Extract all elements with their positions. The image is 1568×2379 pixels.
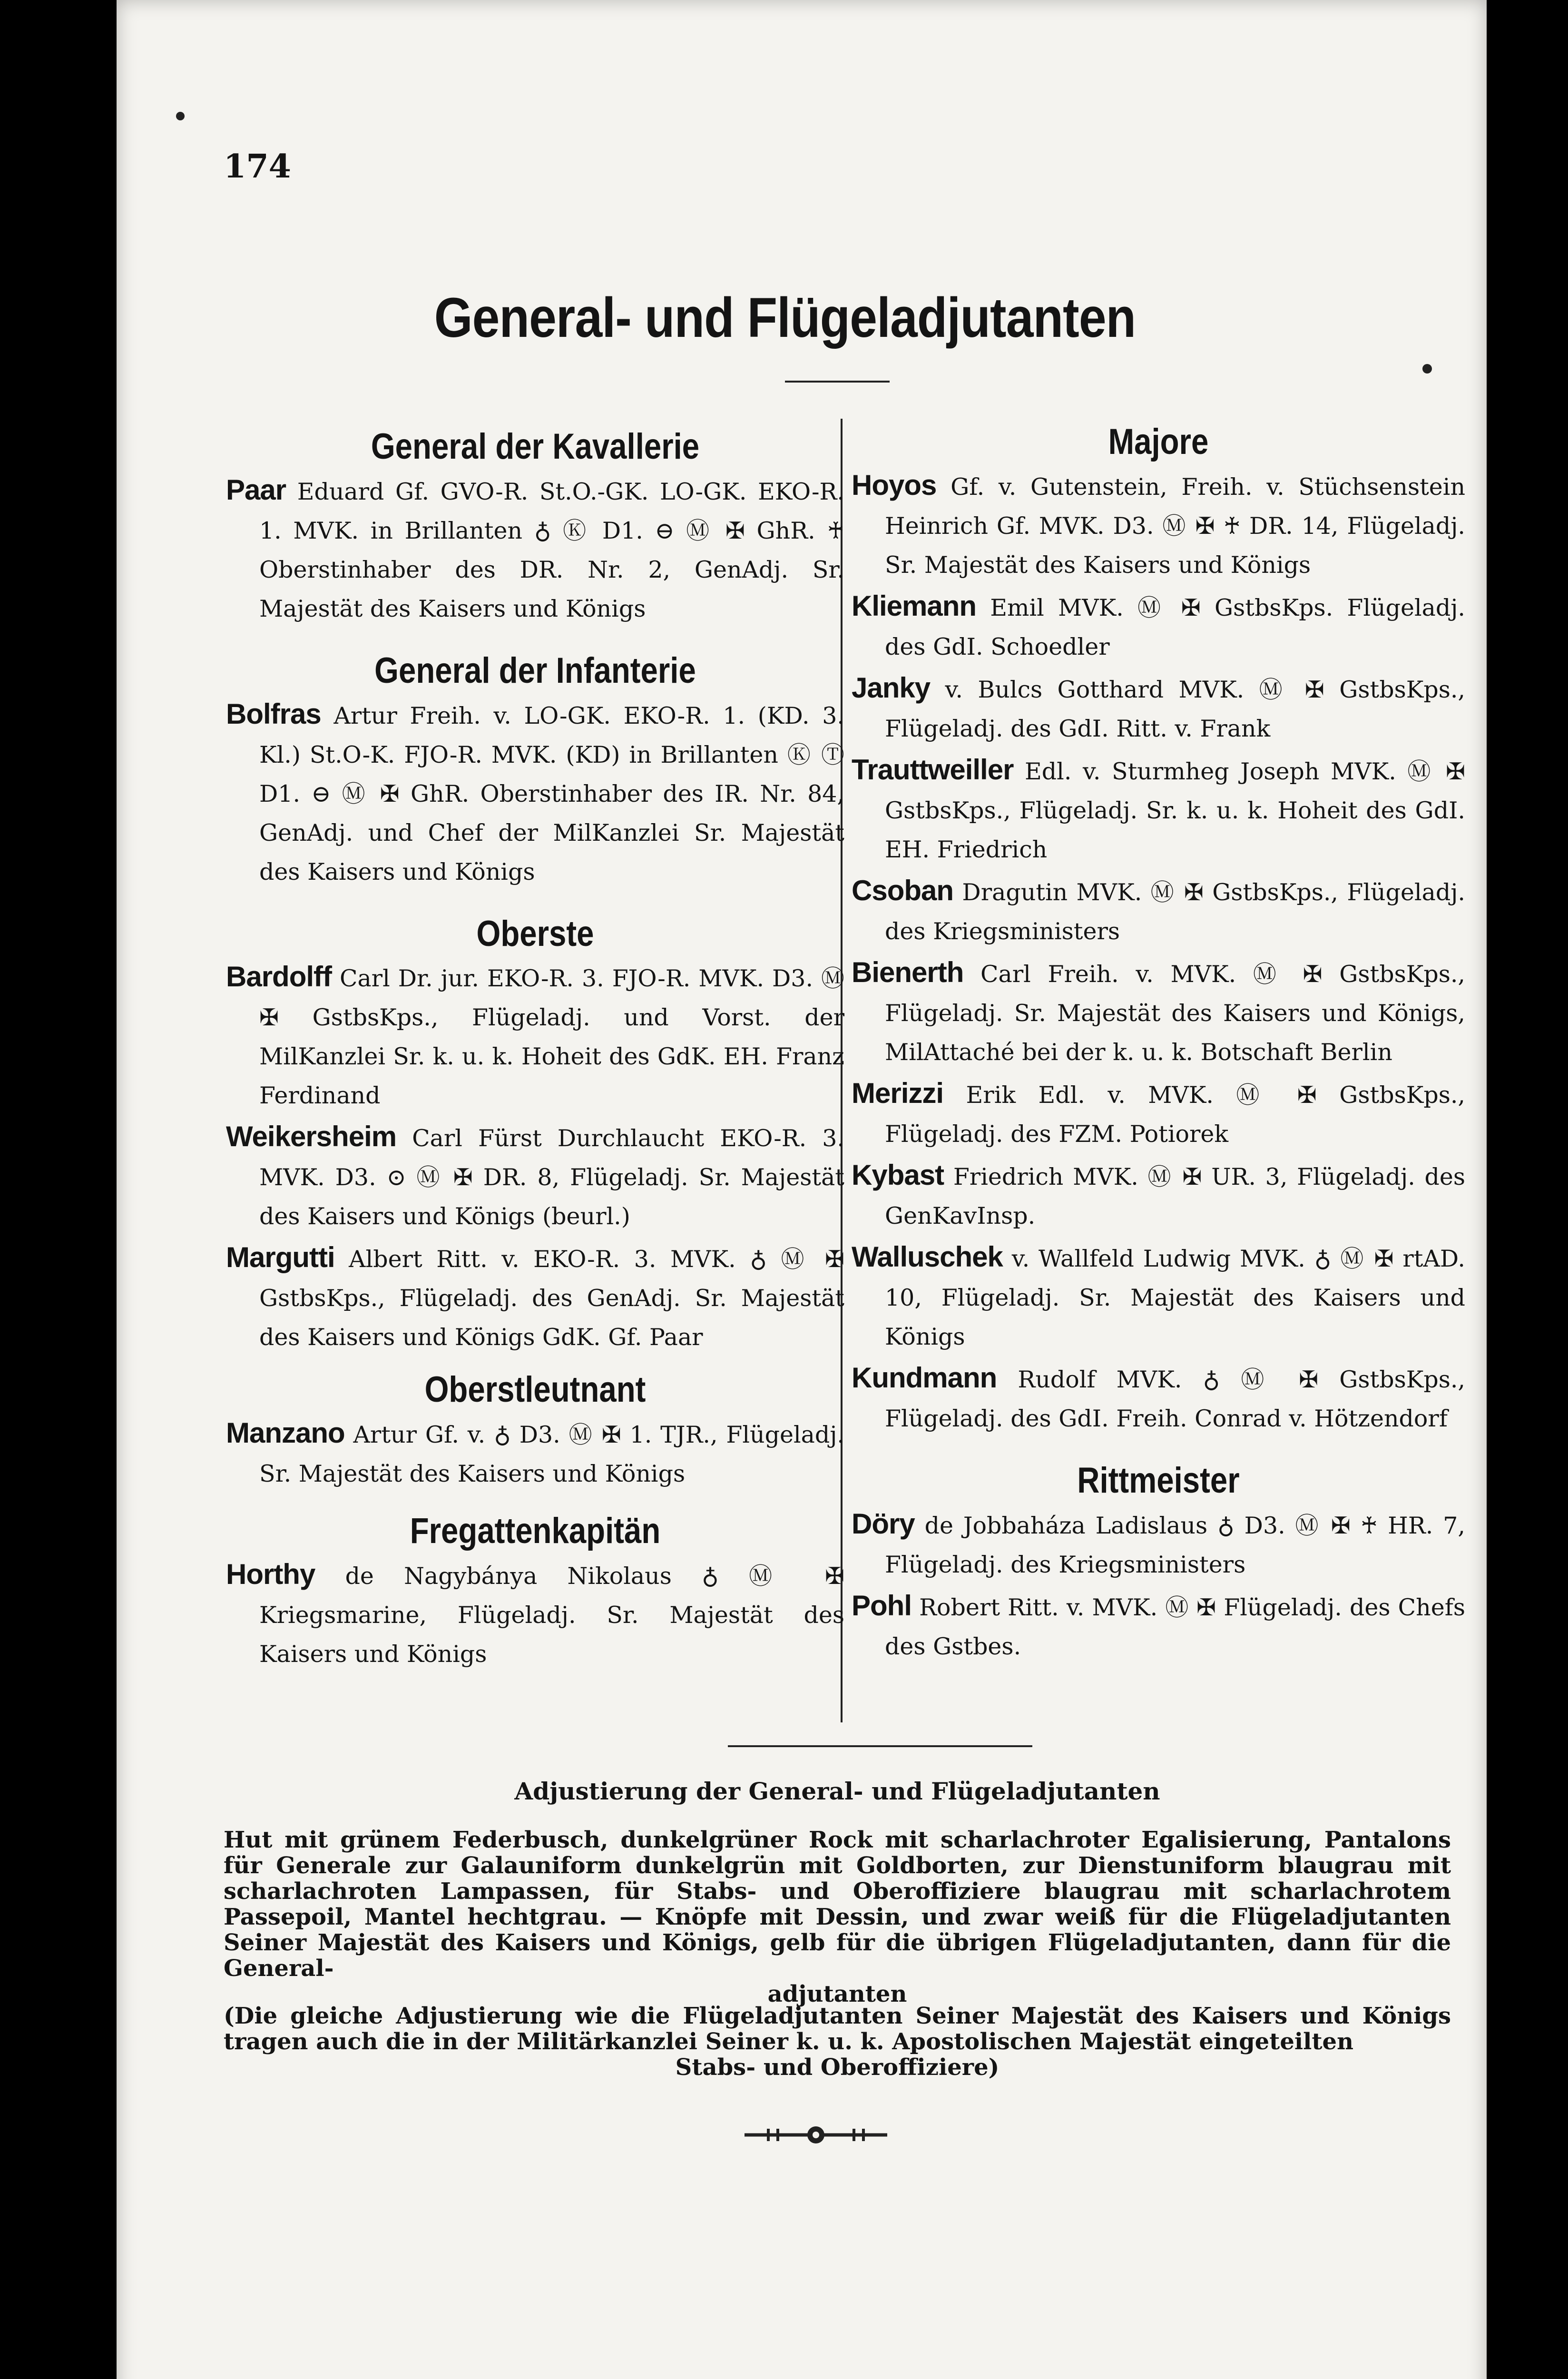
entry-name: Trauttweiller	[852, 753, 1014, 786]
entry-name: Csoban	[852, 874, 954, 906]
entry	[852, 871, 1465, 951]
adjustierung-title: Adjustierung der General- und Flügeladjutanten	[514, 1777, 1160, 1805]
entry	[852, 1156, 1465, 1236]
entry-name: Paar	[226, 473, 286, 506]
entry	[852, 1504, 1465, 1584]
entry-name: Kundmann	[852, 1361, 997, 1394]
entry	[226, 1238, 844, 1357]
entry-name: Kliemann	[852, 590, 977, 622]
entry-name: Margutti	[226, 1241, 335, 1274]
entry-name: Walluschek	[852, 1240, 1003, 1273]
entry-text: Eduard Gf. GVO-R. St.O.-GK. LO-GK. EKO-R. 1. MVK. in Brillanten ♁ Ⓚ D1. ⊖ Ⓜ ✠ GhR. ♰ Oberstinhaber des DR. Nr. 2, GenAdj. Sr. Majestät des Kaisers und Königs	[259, 478, 845, 622]
end-ornament	[740, 2118, 892, 2152]
adjustierung-body-last: adjutanten	[767, 1981, 907, 2007]
section-heading: Majore	[1108, 422, 1209, 462]
entry-text: Friedrich MVK. Ⓜ ✠ UR. 3, Flügeladj. des GenKavInsp.	[885, 1163, 1465, 1229]
entry-text: de Nagybánya Nikolaus ♁ Ⓜ ✠ Kriegsmarine, Flügeladj. Sr. Majestät des Kaisers und Königs	[259, 1562, 844, 1668]
entry-text: Artur Freih. v. LO-GK. EKO-R. 1. (KD. 3. Kl.) St.O-K. FJO-R. MVK. (KD) in Brillanten Ⓚ Ⓣ D1. ⊖ Ⓜ ✠ GhR. Oberstinhaber des IR. Nr. 84, GenAdj. und Chef der MilKanzlei Sr. Majestät des Kaisers und Königs	[259, 702, 844, 885]
entry	[226, 1117, 844, 1236]
adjustierung-note-text: (Die gleiche Adjustierung wie die Flügeladjutanten Seiner Majestät des Kaisers und Königs tragen auch die in der Militärkanzlei Seiner k. u. k. Apostolischen Majestät eingeteilten	[224, 2003, 1451, 2055]
entry-name: Weikersheim	[226, 1121, 397, 1153]
entry	[852, 1358, 1465, 1438]
adjustierung-note	[224, 2003, 1451, 2080]
entry	[226, 1555, 844, 1674]
entry-name: Manzano	[226, 1417, 345, 1449]
entry-name: Bienerth	[852, 956, 964, 988]
entry-name: Hoyos	[852, 469, 937, 501]
entry	[852, 1074, 1465, 1154]
entry	[852, 466, 1465, 585]
entry-text: Carl Freih. v. MVK. Ⓜ ✠ GstbsKps., Flügeladj. Sr. Majestät des Kaisers und Königs, MilAttaché bei der k. u. k. Botschaft Berlin	[885, 960, 1466, 1066]
entry-text: Edl. v. Sturmheg Joseph MVK. Ⓜ ✠ GstbsKps., Flügeladj. Sr. k. u. k. Hoheit des GdI. EH. Friedrich	[885, 757, 1466, 863]
page-number: 174	[224, 147, 291, 186]
entry-name: Kybast	[852, 1159, 944, 1191]
entry-text: Emil MVK. Ⓜ ✠ GstbsKps. Flügeladj. des GdI. Schoedler	[885, 594, 1465, 660]
left-column	[226, 419, 844, 1676]
entry-text: Carl Dr. jur. EKO-R. 3. FJO-R. MVK. D3. Ⓜ ✠ GstbsKps., Flügeladj. und Vorst. der MilKanzlei Sr. k. u. k. Hoheit des GdK. EH. Franz Ferdinand	[259, 965, 845, 1110]
entry-name: Bolfras	[226, 698, 321, 730]
scan-speck	[176, 112, 185, 120]
entry-name: Horthy	[226, 1558, 315, 1590]
entry	[852, 1238, 1465, 1357]
entry-text: v. Wallfeld Ludwig MVK. ♁ Ⓜ ✠ rtAD. 10, Flügeladj. Sr. Majestät des Kaisers und Königs	[885, 1245, 1465, 1350]
entry	[226, 957, 844, 1115]
entry-text: de Jobbaháza Ladislaus ♁ D3. Ⓜ ✠ ♰ HR. 7, Flügeladj. des Kriegsministers	[885, 1512, 1465, 1578]
entry	[852, 587, 1465, 667]
adjustierung-body-text: Hut mit grünem Federbusch, dunkelgrüner Rock mit scharlachroter Egalisierung, Pantalons für Generale zur Galauniform dunkelgrün mit Goldborten, zur Dienstuniform blaugrau mit scharlachroten Lampassen, für Stabs- und Oberoffiziere blaugrau mit scharlachrotem Passepoil, Mantel hechtgrau. — Knöpfe mit Dessin, und zwar weiß für die Flügeladjutanten Seiner Majestät des Kaisers und Königs, gelb für die übrigen Flügeladjutanten, dann für die General-	[224, 1827, 1451, 1982]
entry	[852, 750, 1465, 869]
entry-name: Bardolff	[226, 961, 332, 993]
section-heading: Oberste	[476, 913, 594, 954]
section-rule	[728, 1745, 1032, 1747]
entry	[226, 471, 844, 629]
scan-speck	[1422, 364, 1432, 374]
entry	[852, 1586, 1465, 1666]
adjustierung-body	[224, 1827, 1451, 2007]
title-rule	[785, 381, 890, 383]
entry-text: Gf. v. Gutenstein, Freih. v. Stüchsenstein Heinrich Gf. MVK. D3. Ⓜ ✠ ♰ DR. 14, Flügeladj. Sr. Majestät des Kaisers und Königs	[885, 473, 1466, 579]
entry-text: Carl Fürst Durchlaucht EKO-R. 3. MVK. D3. ⊙ Ⓜ ✠ DR. 8, Flügeladj. Sr. Majestät des Kaisers und Königs (beurl.)	[259, 1125, 845, 1230]
right-column	[852, 419, 1465, 1668]
entry-name: Döry	[852, 1507, 915, 1540]
entry	[852, 668, 1465, 748]
section-heading: Fregattenkapitän	[410, 1511, 661, 1552]
entry-text: Albert Ritt. v. EKO-R. 3. MVK. ♁ Ⓜ ✠ GstbsKps., Flügeladj. des GenAdj. Sr. Majestät des Kaisers und Königs GdK. Gf. Paar	[259, 1246, 845, 1351]
entry-text: Rudolf MVK. ♁ Ⓜ ✠ GstbsKps., Flügeladj. des GdI. Freih. Conrad v. Hötzendorf	[885, 1366, 1465, 1432]
section-heading: General der Infanterie	[374, 650, 696, 691]
entry-name: Janky	[852, 671, 931, 704]
entry-text: Dragutin MVK. Ⓜ ✠ GstbsKps., Flügeladj. des Kriegsministers	[885, 878, 1465, 945]
entry	[226, 695, 844, 892]
adjustierung-note-last: Stabs- und Oberoffiziere)	[675, 2054, 1000, 2081]
entry-text: Erik Edl. v. MVK. Ⓜ ✠ GstbsKps., Flügeladj. des FZM. Potiorek	[885, 1081, 1465, 1148]
page-title: General- und Flügeladjutanten	[434, 286, 1136, 349]
section-heading: General der Kavallerie	[371, 426, 700, 467]
section-heading: Oberstleutnant	[424, 1369, 646, 1410]
entry-name: Pohl	[852, 1589, 911, 1622]
entry-text: v. Bulcs Gotthard MVK. Ⓜ ✠ GstbsKps., Flügeladj. des GdI. Ritt. v. Frank	[885, 676, 1466, 742]
entry-text: Robert Ritt. v. MVK. Ⓜ ✠ Flügeladj. des Chefs des Gstbes.	[885, 1593, 1465, 1660]
entry	[226, 1414, 844, 1494]
entry	[852, 953, 1465, 1072]
entry-text: Artur Gf. v. ♁ D3. Ⓜ ✠ 1. TJR., Flügeladj. Sr. Majestät des Kaisers und Königs	[259, 1421, 845, 1488]
entry-name: Merizzi	[852, 1077, 944, 1109]
section-heading: Rittmeister	[1077, 1460, 1240, 1501]
